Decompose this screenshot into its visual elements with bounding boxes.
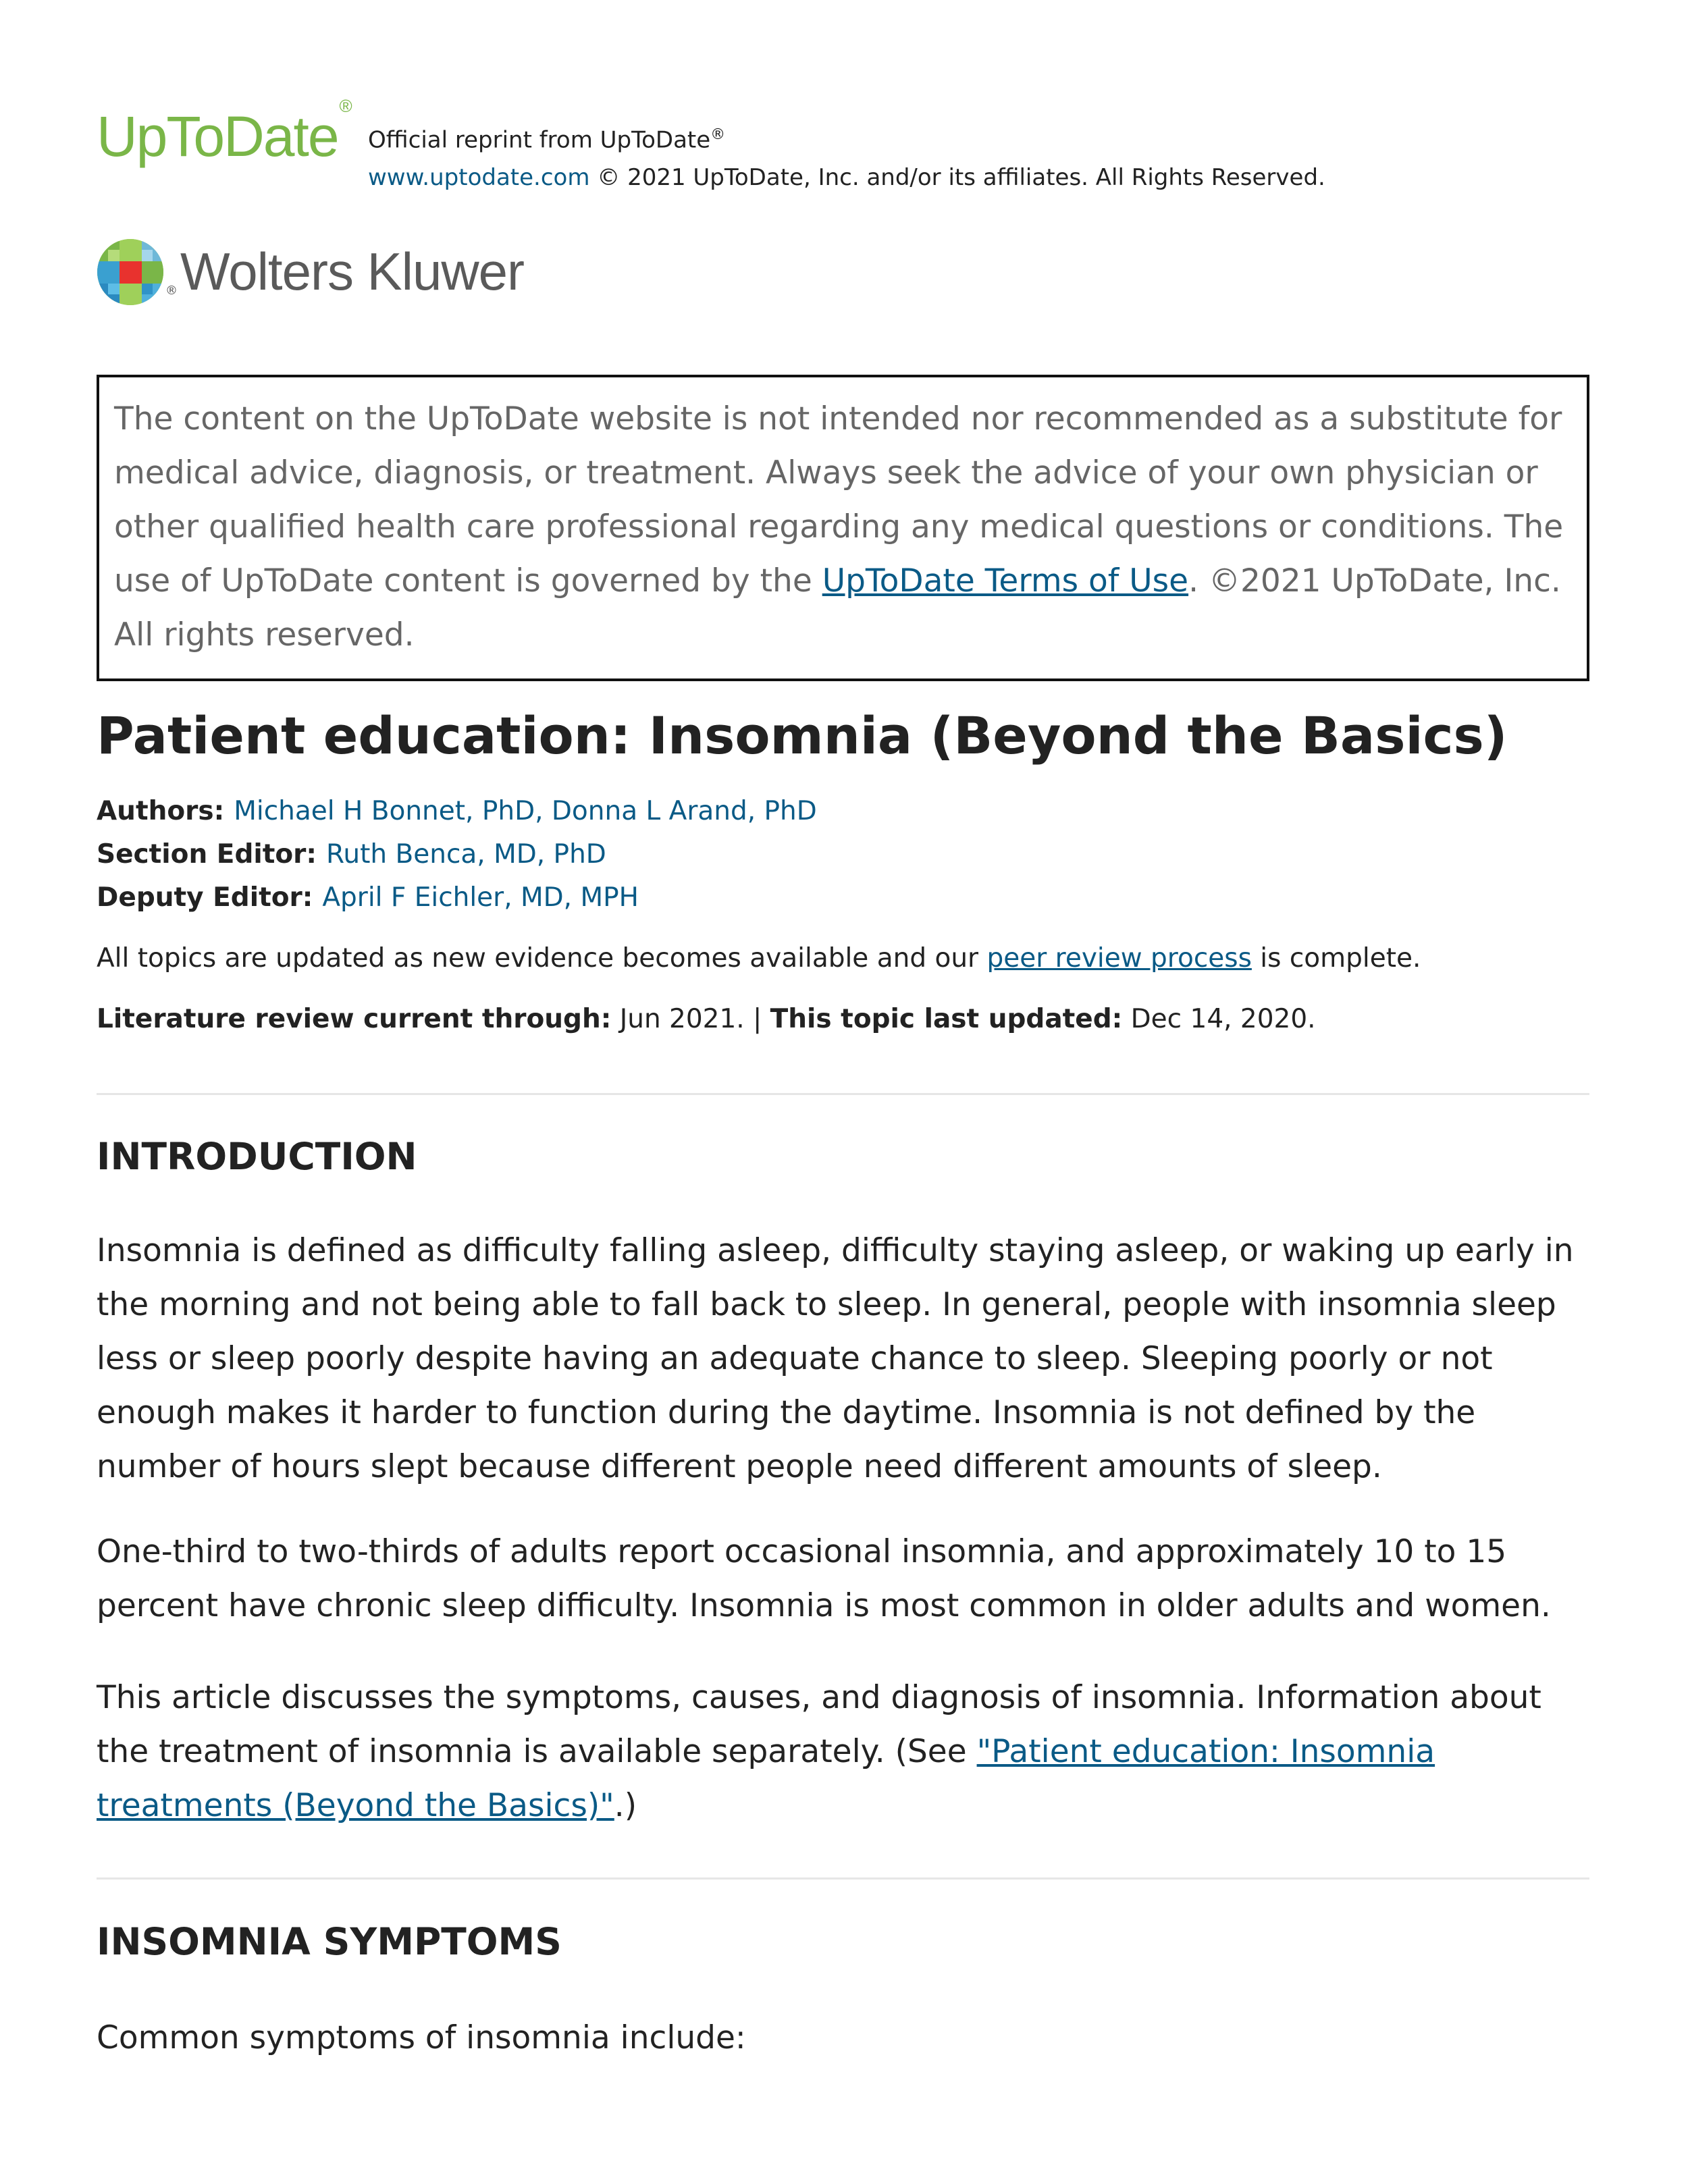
author-link-arand[interactable]: Donna L Arand, PhD	[551, 796, 817, 826]
author-link-bonnet[interactable]: Michael H Bonnet, PhD	[234, 796, 535, 826]
section-divider	[97, 1093, 1589, 1095]
deputy-editor-row	[97, 876, 817, 920]
authors-label: Authors:	[97, 796, 225, 826]
lit-review-label: Literature review current through:	[97, 1004, 612, 1034]
update-note: All topics are updated as new evidence becomes available and our peer review process is complete.	[97, 943, 1421, 974]
wolters-kluwer-logo	[97, 236, 524, 307]
wolters-kluwer-reg: ®	[165, 284, 178, 298]
section-editor-label: Section Editor:	[97, 839, 317, 870]
disclaimer-text-end: . ©2021 UpToDate, Inc. All rights reserved.	[114, 562, 1561, 654]
intro-paragraph-3: This article discusses the symptoms, causes, and diagnosis of insomnia. Information about the treatment of insomnia is available separately. (See "Patient education: Insomnia treatments (Beyond the Basics)".)	[97, 1679, 1541, 1824]
last-updated-label: This topic last updated:	[770, 1004, 1123, 1034]
intro-paragraph-2: One-third to two-thirds of adults report occasional insomnia, and approximately 10 to 15 percent have chronic sleep difficulty. Insomnia is most common in older adults and women.	[97, 1533, 1551, 1624]
copyright-line	[368, 159, 1325, 196]
lit-review-value: Jun 2021. |	[611, 1004, 770, 1034]
section-divider	[97, 1877, 1589, 1880]
symptoms-intro: Common symptoms of insomnia include:	[97, 2019, 746, 2056]
deputy-editor-label: Deputy Editor:	[97, 882, 313, 913]
terms-of-use-link[interactable]: UpToDate Terms of Use	[822, 562, 1189, 600]
uptodate-logo[interactable]	[97, 96, 351, 168]
peer-review-link[interactable]: peer review process	[986, 943, 1252, 974]
disclaimer-text: The content on the UpToDate website is not intended nor recommended as a substitute for medical advice, diagnosis, or treatment. Always seek the advice of your own physician or other qualified health care professional regarding any medical questions or conditions. The use of UpToDate content is governed by the	[114, 400, 1564, 600]
last-updated-value: Dec 14, 2020.	[1122, 1004, 1316, 1034]
reprint-notice	[368, 116, 1325, 196]
site-link[interactable]: www.uptodate.com	[368, 164, 590, 192]
deputy-editor-link[interactable]: April F Eichler, MD, MPH	[322, 882, 639, 913]
authors-row: Authors: Michael H Bonnet, PhD, Donna L Arand, PhD	[97, 796, 817, 826]
copyright-text: © 2021 UpToDate, Inc. and/or its affiliates. All Rights Reserved.	[597, 164, 1325, 192]
wolters-kluwer-text: Wolters Kluwer	[180, 242, 525, 301]
insomnia-treatments-link[interactable]: "Patient education: Insomnia treatments (Beyond the Basics)"	[97, 1733, 1435, 1824]
section-heading-introduction: INTRODUCTION	[97, 1135, 417, 1178]
section-heading-symptoms: INSOMNIA SYMPTOMS	[97, 1920, 562, 1963]
wolters-kluwer-mark-icon	[97, 238, 164, 306]
disclaimer-box	[97, 375, 1589, 681]
intro-paragraph-1: Insomnia is defined as difficulty falling asleep, difficulty staying asleep, or waking up early in the morning and not being able to fall back to sleep. In general, people with insomnia sleep less or sleep poorly despite having an adequate chance to sleep. Sleeping poorly or not enough makes it harder to function during the daytime. Insomnia is not defined by the number of hours slept because different people need different amounts of sleep.	[97, 1232, 1574, 1485]
section-editor-link[interactable]: Ruth Benca, MD, PhD	[326, 839, 606, 870]
article-credits	[97, 790, 817, 920]
uptodate-logo-reg: ®	[339, 96, 351, 116]
uptodate-logo-text: UpToDate	[97, 105, 338, 168]
review-dates	[97, 999, 1316, 1040]
reprint-line: Official reprint from UpToDate®	[368, 126, 726, 154]
section-editor-row	[97, 833, 817, 876]
page-title: Patient education: Insomnia (Beyond the Basics)	[97, 705, 1508, 766]
